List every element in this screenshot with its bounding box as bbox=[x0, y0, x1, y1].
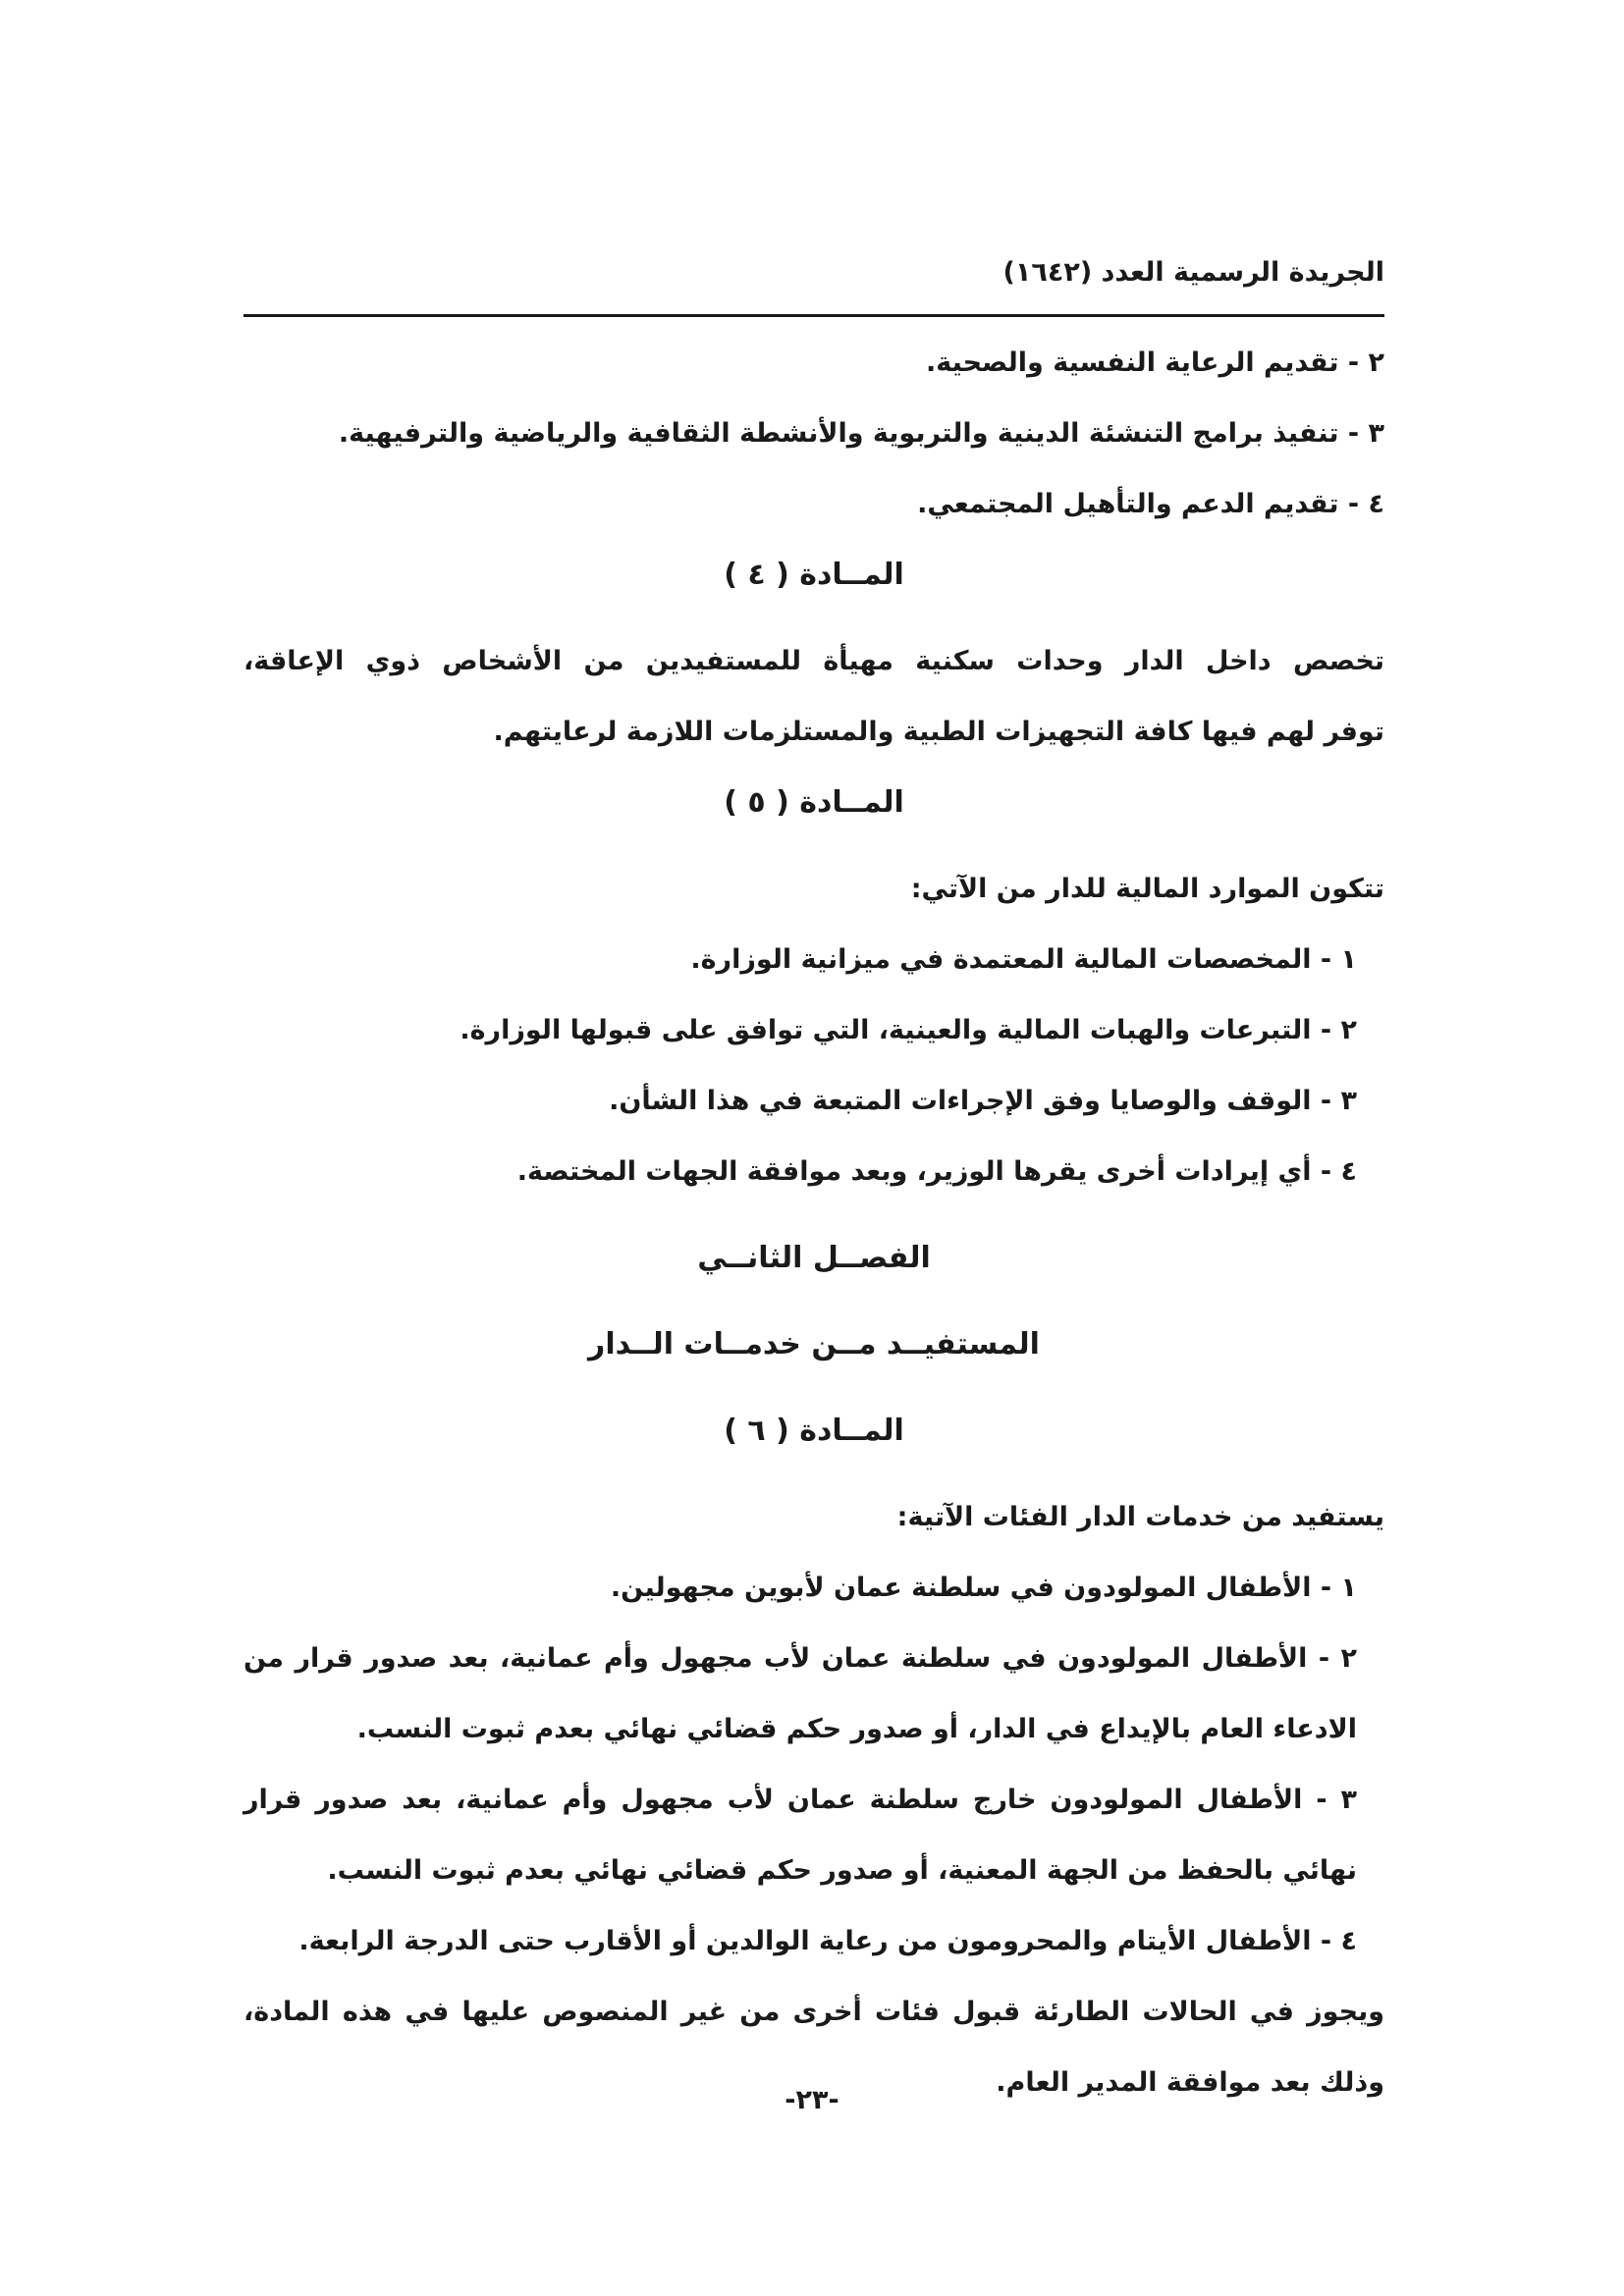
chapter-title: الفصــل الثانــي bbox=[697, 1241, 931, 1275]
list-item: ٣ - الوقف والوصايا وفق الإجراءات المتبعة في هذا الشأن. bbox=[609, 1086, 1357, 1116]
list-item: ١ - المخصصات المالية المعتمدة في ميزانية الوزارة. bbox=[690, 944, 1357, 975]
article-6-title: المــادة ( ٦ ) bbox=[724, 1414, 904, 1448]
article-6-intro: يستفيد من خدمات الدار الفئات الآتية: bbox=[896, 1502, 1384, 1532]
chapter-subtitle: المستفيــد مــن خدمــات الــدار bbox=[588, 1327, 1040, 1362]
list-item: ٣ - تنفيذ برامج التنشئة الدينية والتربوية والأنشطة الثقافية والرياضية والترفيهية. bbox=[338, 418, 1384, 449]
list-item: ٤ - أي إيرادات أخرى يقرها الوزير، وبعد موافقة الجهات المختصة. bbox=[516, 1156, 1357, 1187]
page-number: -٢٣- bbox=[785, 2085, 839, 2115]
article-4-text-line: تخصص داخل الدار وحدات سكنية مهيأة للمستفيدين من الأشخاص ذوي الإعاقة، bbox=[244, 646, 1384, 676]
article-4-title: المــادة ( ٤ ) bbox=[724, 558, 904, 592]
page-content bbox=[244, 328, 1384, 2118]
article-6-closing-line: ويجوز في الحالات الطارئة قبول فئات أخرى من غير المنصوص عليها في هذه المادة، bbox=[244, 1997, 1384, 2027]
list-item: ٢ - التبرعات والهبات المالية والعينية، التي توافق على قبولها الوزارة. bbox=[460, 1015, 1357, 1045]
article-5-intro: تتكون الموارد المالية للدار من الآتي: bbox=[910, 874, 1384, 904]
list-item: ٤ - الأطفال الأيتام والمحرومون من رعاية الوالدين أو الأقارب حتى الدرجة الرابعة. bbox=[298, 1926, 1357, 1956]
list-item: ١ - الأطفال المولودون في سلطنة عمان لأبوين مجهولين. bbox=[610, 1573, 1357, 1603]
article-5-title: المــادة ( ٥ ) bbox=[724, 785, 904, 820]
list-item-continuation: الادعاء العام بالإيداع في الدار، أو صدور حكم قضائي نهائي بعدم ثبوت النسب. bbox=[356, 1714, 1357, 1744]
list-item: ٢ - تقديم الرعاية النفسية والصحية. bbox=[925, 347, 1384, 378]
list-item: ٢ - الأطفال المولودون في سلطنة عمان لأب مجهول وأم عمانية، بعد صدور قرار من bbox=[244, 1643, 1357, 1674]
list-item: ٤ - تقديم الدعم والتأهيل المجتمعي. bbox=[917, 489, 1384, 519]
list-item-continuation: نهائي بالحفظ من الجهة المعنية، أو صدور حكم قضائي نهائي بعدم ثبوت النسب. bbox=[327, 1855, 1357, 1886]
gazette-title: الجريدة الرسمية العدد (١٦٤٢) bbox=[1002, 257, 1384, 288]
article-6-closing-line: وذلك بعد موافقة المدير العام. bbox=[996, 2067, 1384, 2098]
page-header bbox=[244, 257, 1384, 317]
list-item: ٣ - الأطفال المولودون خارج سلطنة عمان لأب مجهول وأم عمانية، بعد صدور قرار bbox=[244, 1785, 1357, 1815]
article-4-text-line: توفر لهم فيها كافة التجهيزات الطبية والمستلزمات اللازمة لرعايتهم. bbox=[493, 717, 1384, 747]
